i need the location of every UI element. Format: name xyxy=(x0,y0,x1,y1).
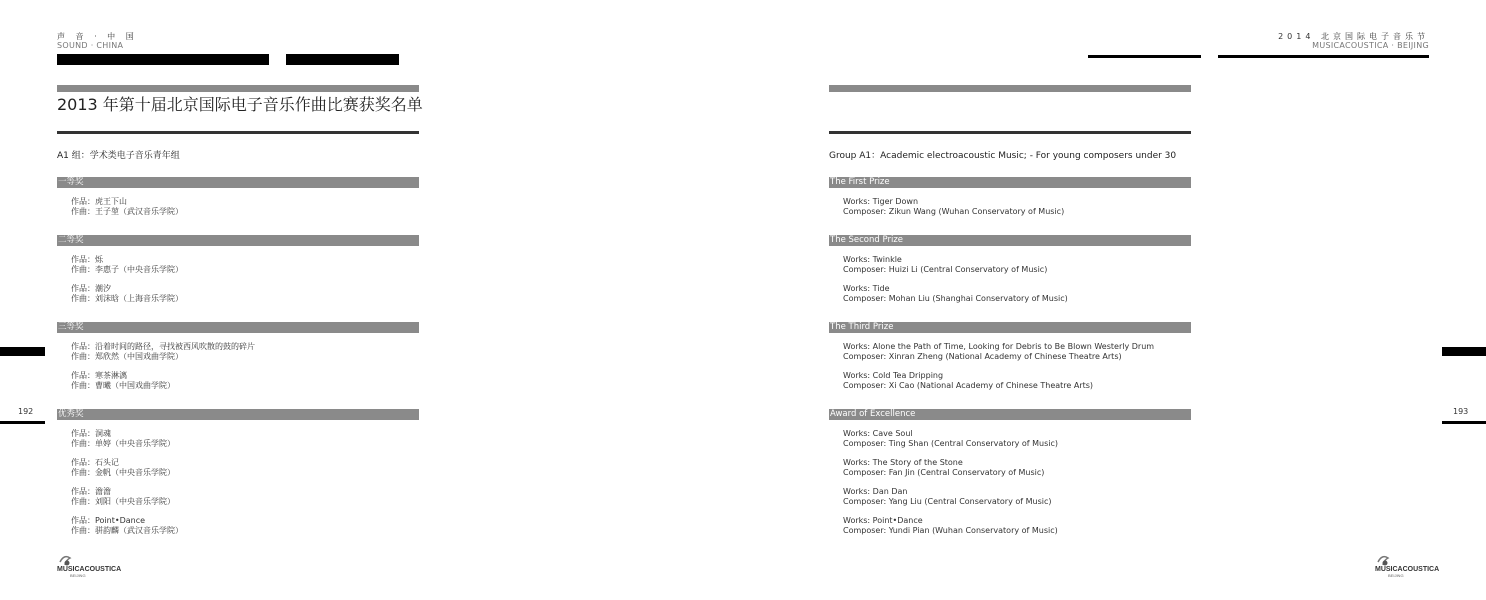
page-title: 2013 年第十届北京国际电子音乐作曲比赛获奖名单 xyxy=(57,95,423,114)
right-composer: Composer: Fan Jin (Central Conservatory of Music) xyxy=(843,468,1045,477)
left-header-en: SOUND · CHINA xyxy=(57,41,124,50)
left-work: 作品：烁 xyxy=(71,255,103,264)
left-edge-tab xyxy=(0,347,45,356)
left-composer: 作曲：刘沫晗（上海音乐学院） xyxy=(71,294,183,303)
left-work: 作品：石头记 xyxy=(71,458,119,467)
right-composer: Composer: Huizi Li (Central Conservatory of Music) xyxy=(843,265,1048,274)
left-group-title: A1 组：学术类电子音乐青年组 xyxy=(57,151,180,161)
left-composer: 作曲：曹曦（中国戏曲学院） xyxy=(71,381,175,390)
right-work: Works: Tiger Down xyxy=(843,197,919,206)
logo-text: MUSICACOUSTICA xyxy=(57,566,122,573)
right-composer: Composer: Zikun Wang (Wuhan Conservatory of Music) xyxy=(843,207,1065,216)
musicacoustica-logo-right xyxy=(1374,552,1440,580)
right-title-bar xyxy=(829,85,1191,92)
left-title-rule xyxy=(57,131,419,134)
left-section-first-prize: 一等奖 xyxy=(57,177,419,188)
left-work: 作品：洞魂 xyxy=(71,429,111,438)
left-work: 作品：沿着时间的路径，寻找被西风吹散的鼓的碎片 xyxy=(71,342,255,351)
left-work: 作品：潮汐 xyxy=(71,284,111,293)
left-section-excellence: 优秀奖 xyxy=(57,409,419,420)
right-header-en: MUSICACOUSTICA · BEIJING xyxy=(1312,41,1429,50)
right-composer: Composer: Yang Liu (Central Conservatory of Music) xyxy=(843,497,1052,506)
right-composer: Composer: Xi Cao (National Academy of Chinese Theatre Arts) xyxy=(843,381,1094,390)
right-composer: Composer: Ting Shan (Central Conservatory of Music) xyxy=(843,439,1059,448)
right-work: Works: The Story of the Stone xyxy=(843,458,963,467)
logo-sub: BEIJING xyxy=(70,573,86,578)
right-work: Works: Tide xyxy=(843,284,890,293)
right-composer: Composer: Xinran Zheng (National Academy of Chinese Theatre Arts) xyxy=(843,352,1122,361)
right-section-excellence: Award of Excellence xyxy=(829,409,1191,420)
right-composer: Composer: Yundi Pian (Wuhan Conservatory of Music) xyxy=(843,526,1058,535)
page-number-left: 192 xyxy=(18,407,34,416)
left-title-bar xyxy=(57,85,419,92)
right-title-rule xyxy=(829,131,1191,134)
right-work: Works: Twinkle xyxy=(843,255,902,264)
left-edge-rule xyxy=(0,421,45,424)
left-section-third-prize: 三等奖 xyxy=(57,322,419,333)
right-section-third-prize: The Third Prize xyxy=(829,322,1191,333)
musicacoustica-logo-left xyxy=(56,552,122,580)
left-header-cn: 声 音 · 中 国 xyxy=(57,32,138,41)
right-header-cn: 2014 北京国际电子音乐节 xyxy=(1278,32,1429,41)
right-edge-rule xyxy=(1442,421,1486,424)
left-header-bar-2 xyxy=(286,54,399,65)
left-work: 作品：Point•Dance xyxy=(71,516,146,525)
right-section-first-prize: The First Prize xyxy=(829,177,1191,188)
left-work: 作品：澹澹 xyxy=(71,487,111,496)
left-header-bar-1 xyxy=(57,54,269,65)
logo-sub: BEIJING xyxy=(1388,573,1404,578)
left-composer: 作曲：刘阳（中央音乐学院） xyxy=(71,497,175,506)
left-composer: 作曲：单婷（中央音乐学院） xyxy=(71,439,175,448)
page-number-right: 193 xyxy=(1453,407,1469,416)
left-composer: 作曲：金帆（中央音乐学院） xyxy=(71,468,175,477)
logo-text: MUSICACOUSTICA xyxy=(1375,566,1440,573)
left-composer: 作曲：李惠子（中央音乐学院） xyxy=(71,265,183,274)
right-section-second-prize: The Second Prize xyxy=(829,235,1191,246)
right-work: Works: Dan Dan xyxy=(843,487,908,496)
left-section-second-prize: 二等奖 xyxy=(57,235,419,246)
left-composer: 作曲：王子堃（武汉音乐学院） xyxy=(71,207,183,216)
right-header-rule-1 xyxy=(1088,55,1201,58)
left-composer: 作曲：骈韵麟（武汉音乐学院） xyxy=(71,526,183,535)
right-edge-tab xyxy=(1442,347,1486,356)
right-header-rule-2 xyxy=(1218,55,1429,58)
right-group-title: Group A1：Academic electroacoustic Music; - For young composers under 30 xyxy=(829,151,1177,161)
right-work: Works: Point•Dance xyxy=(843,516,923,525)
right-work: Works: Cold Tea Dripping xyxy=(843,371,944,380)
right-work: Works: Alone the Path of Time, Looking for Debris to Be Blown Westerly Drum xyxy=(843,342,1155,351)
right-composer: Composer: Mohan Liu (Shanghai Conservatory of Music) xyxy=(843,294,1068,303)
left-work: 作品：寒茶淋漓 xyxy=(71,371,127,380)
right-work: Works: Cave Soul xyxy=(843,429,913,438)
left-composer: 作曲：郑欣然（中国戏曲学院） xyxy=(71,352,183,361)
left-work: 作品：虎王下山 xyxy=(71,197,127,206)
